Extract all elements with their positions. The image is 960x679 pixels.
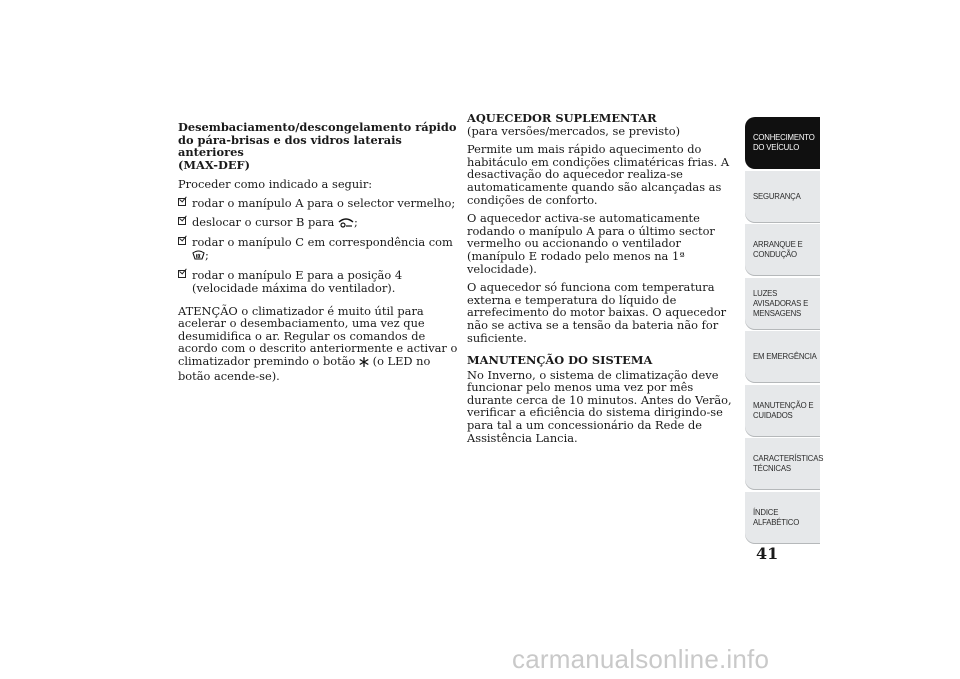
section-heading-max-def: Desembaciamento/descongelamento rápido do pára-brisas e dos vidros laterais anteriores (MAX-DEF) — [178, 120, 457, 172]
step-text: rodar o manípulo E para a posição 4 — [192, 268, 403, 283]
attention-note — [178, 305, 460, 383]
paragraph: No Inverno, o sistema de climatização deve funcionar pelo menos uma vez por mês durante cerca de 10 minutos. Antes do Verão, verificar a eficiência do sistema dirigindo-se para tal a um concessionário da Rede de Assistência Lancia. — [467, 367, 732, 445]
tab-luzes-avisadoras[interactable]: LUZES AVISADORAS E MENSAGENS — [745, 278, 820, 330]
step-after: ; — [353, 214, 358, 229]
aquecedor-heading — [467, 112, 739, 137]
tab-conhecimento-do-veiculo[interactable]: CONHECIMENTO DO VEÍCULO — [745, 117, 820, 169]
paragraph: O aquecedor activa-se automaticamente rodando o manípulo A para o último sector vermelho ou accionando o ventilador (manípulo E rodado pelo menos na 1ª velocidade). — [467, 211, 715, 276]
step-text: rodar o manípulo A para o selector vermelho; — [192, 195, 456, 210]
left-column — [178, 121, 460, 388]
checkbox-bullet-icon — [178, 237, 186, 245]
right-column — [467, 112, 739, 450]
watermark: carmanualsonline.info — [512, 644, 770, 674]
windshield-airflow-icon — [338, 217, 354, 231]
tab-em-emergencia[interactable]: EM EMERGÊNCIA — [745, 331, 820, 383]
step-extra: (velocidade máxima do ventilador). — [192, 280, 396, 295]
manutencao-title: MANUTENÇÃO DO SISTEMA — [467, 353, 653, 368]
chapter-tabs — [745, 117, 824, 545]
tab-arranque-e-conducao[interactable]: ARRANQUE E CONDUÇÃO — [745, 224, 820, 276]
intro-text: Proceder como indicado a seguir: — [178, 177, 373, 192]
tab-caracteristicas-tecnicas[interactable]: CARACTERÍSTICAS TÉCNICAS — [745, 438, 820, 490]
tab-indice-alfabetico[interactable]: ÍNDICE ALFABÉTICO — [745, 492, 820, 544]
defrost-icon — [192, 250, 205, 264]
aquecedor-title: AQUECEDOR SUPLEMENTAR — [467, 111, 657, 125]
step-item — [178, 269, 460, 294]
step-item — [178, 197, 460, 210]
paragraph: O aquecedor só funciona com temperatura externa e temperatura do líquido de arrefecimento do motor baixas. O aquecedor não se activa se a tensão da bateria não for suficiente. — [467, 280, 727, 345]
step-item — [178, 236, 460, 263]
step-item — [178, 216, 460, 231]
tab-manutencao-e-cuidados[interactable]: MANUTENÇÃO E CUIDADOS — [745, 385, 820, 437]
snowflake-icon — [359, 357, 369, 370]
note-text-end: (o LED no botão acende-se). — [178, 353, 431, 383]
checkbox-bullet-icon — [178, 217, 186, 225]
step-after: ; — [205, 247, 209, 262]
tab-seguranca[interactable]: SEGURANÇA — [745, 171, 820, 223]
aquecedor-subtitle: (para versões/mercados, se previsto) — [467, 123, 681, 138]
checkbox-bullet-icon — [178, 270, 186, 278]
page-number: 41 — [756, 544, 779, 563]
step-text: deslocar o cursor B para — [192, 214, 335, 229]
step-text: rodar o manípulo C em correspondência com — [192, 235, 453, 250]
paragraph: Permite um mais rápido aquecimento do habitáculo em condições climatéricas frias. A desactivação do aquecedor realiza-se automaticamente quando são alcançadas as condições de conforto. — [467, 142, 730, 207]
checkbox-bullet-icon — [178, 198, 186, 206]
note-text: ATENÇÃO o climatizador é muito útil para acelerar o desembaciamento, uma vez que desumidifica o ar. Regular os comandos de acordo com o descrito anteriormente e activar o climatizador premindo o botão — [178, 303, 458, 368]
